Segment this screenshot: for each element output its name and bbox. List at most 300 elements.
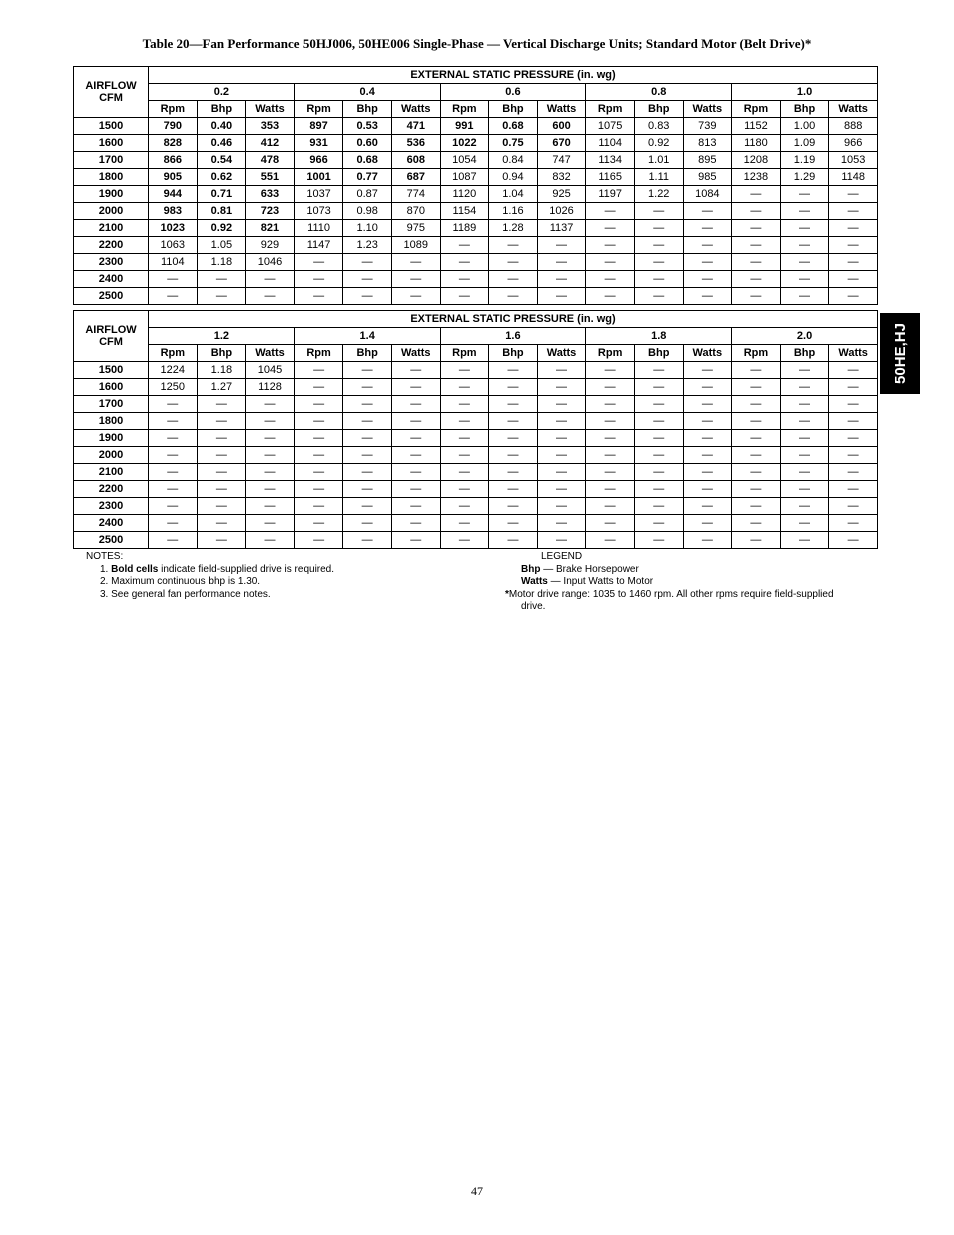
table-cell: 670 xyxy=(537,135,586,152)
table-cell: — xyxy=(586,396,635,413)
table-cell: 1104 xyxy=(149,254,198,271)
cfm-cell: 2400 xyxy=(74,271,149,288)
table-cell: — xyxy=(829,362,878,379)
pressure-header: 0.6 xyxy=(440,84,586,101)
table-cell: — xyxy=(732,271,781,288)
table-cell: — xyxy=(586,464,635,481)
section-tab xyxy=(880,313,920,394)
pressure-header: 1.2 xyxy=(149,328,295,345)
table-cell: — xyxy=(586,203,635,220)
table-cell: — xyxy=(246,515,295,532)
table-cell: — xyxy=(829,413,878,430)
table-cell: 0.81 xyxy=(197,203,246,220)
table-cell: — xyxy=(586,271,635,288)
table-cell: — xyxy=(246,481,295,498)
table-cell: — xyxy=(732,379,781,396)
table-cell: 790 xyxy=(149,118,198,135)
table-cell: — xyxy=(197,532,246,549)
table-cell: — xyxy=(294,515,343,532)
table-cell: — xyxy=(391,413,440,430)
table-cell: — xyxy=(537,362,586,379)
table-cell: 870 xyxy=(391,203,440,220)
table-cell: — xyxy=(634,271,683,288)
table-cell: — xyxy=(246,288,295,305)
table-cell: — xyxy=(537,447,586,464)
table-cell: — xyxy=(489,237,538,254)
subheader-rpm: Rpm xyxy=(586,101,635,118)
subheader-rpm: Rpm xyxy=(586,345,635,362)
table-cell: — xyxy=(391,515,440,532)
table-cell: — xyxy=(537,254,586,271)
table-cell: 1073 xyxy=(294,203,343,220)
table-cell: — xyxy=(440,498,489,515)
pressure-header: 0.8 xyxy=(586,84,732,101)
subheader-rpm: Rpm xyxy=(440,101,489,118)
cfm-cell: 1800 xyxy=(74,413,149,430)
table-cell: — xyxy=(391,481,440,498)
table-row xyxy=(74,186,878,203)
table-cell: — xyxy=(440,271,489,288)
table-cell: 1152 xyxy=(732,118,781,135)
note-text: indicate field-supplied drive is required. xyxy=(158,563,335,575)
table-cell: — xyxy=(343,430,392,447)
table-cell: — xyxy=(440,430,489,447)
table-cell: — xyxy=(246,464,295,481)
table-cell: — xyxy=(489,271,538,288)
table-cell: — xyxy=(829,532,878,549)
table-cell: — xyxy=(586,379,635,396)
table-cell: — xyxy=(634,464,683,481)
table-cell: 1.04 xyxy=(489,186,538,203)
table-cell: — xyxy=(732,362,781,379)
table-cell: 1.23 xyxy=(343,237,392,254)
table-cell: — xyxy=(489,413,538,430)
table-cell: 985 xyxy=(683,169,732,186)
table-cell: — xyxy=(489,447,538,464)
note-bold: Bold cells xyxy=(111,563,159,575)
table-cell: — xyxy=(440,362,489,379)
section-tab-label: 50HE,HJ xyxy=(891,323,909,384)
table-cell: — xyxy=(537,498,586,515)
subheader-watts: Watts xyxy=(683,345,732,362)
table-cell: 600 xyxy=(537,118,586,135)
table-cell: 1045 xyxy=(246,362,295,379)
table-cell: 0.92 xyxy=(197,220,246,237)
table-cell: — xyxy=(780,254,829,271)
table-cell: 1.09 xyxy=(780,135,829,152)
table-cell: — xyxy=(586,288,635,305)
table-body xyxy=(74,118,878,305)
table-cell: 1208 xyxy=(732,152,781,169)
table-cell: — xyxy=(683,481,732,498)
table-cell: — xyxy=(537,515,586,532)
table-cell: — xyxy=(294,379,343,396)
table-cell: — xyxy=(197,447,246,464)
table-cell: — xyxy=(683,430,732,447)
table-cell: 1137 xyxy=(537,220,586,237)
cfm-cell: 1700 xyxy=(74,152,149,169)
table-cell: — xyxy=(780,413,829,430)
table-cell: 1.05 xyxy=(197,237,246,254)
fan-performance-table-1 xyxy=(73,66,878,305)
table-cell: — xyxy=(343,362,392,379)
table-cell: — xyxy=(489,379,538,396)
table-cell: — xyxy=(586,532,635,549)
pressure-header: 1.8 xyxy=(586,328,732,345)
table-cell: — xyxy=(440,532,489,549)
subheader-bhp: Bhp xyxy=(634,345,683,362)
legend-term: Watts xyxy=(521,576,548,587)
table-cell: — xyxy=(197,396,246,413)
table-cell: — xyxy=(246,447,295,464)
table-cell: 821 xyxy=(246,220,295,237)
table-cell: — xyxy=(634,532,683,549)
table-cell: — xyxy=(732,481,781,498)
table-cell: 0.77 xyxy=(343,169,392,186)
table-cell: — xyxy=(537,237,586,254)
table-cell: — xyxy=(683,362,732,379)
table-title: Table 20—Fan Performance 50HJ006, 50HE006 Single-Phase — Vertical Discharge Units; Standard Motor (Belt Drive)* xyxy=(142,36,812,51)
cfm-cell: 2200 xyxy=(74,481,149,498)
table-cell: 1.10 xyxy=(343,220,392,237)
table-cell: — xyxy=(829,498,878,515)
table-cell: — xyxy=(197,271,246,288)
table-row xyxy=(74,498,878,515)
table-cell: 1022 xyxy=(440,135,489,152)
table-cell: — xyxy=(537,379,586,396)
table-cell: — xyxy=(780,379,829,396)
table-cell: — xyxy=(732,220,781,237)
table-cell: 0.94 xyxy=(489,169,538,186)
table-cell: 897 xyxy=(294,118,343,135)
table-cell: 478 xyxy=(246,152,295,169)
table-cell: — xyxy=(829,288,878,305)
cfm-cell: 1700 xyxy=(74,396,149,413)
table-cell: 1.22 xyxy=(634,186,683,203)
airflow-header xyxy=(74,67,149,118)
table-cell: — xyxy=(683,396,732,413)
note-number: 3. xyxy=(100,588,109,600)
table-cell: — xyxy=(197,430,246,447)
table-cell: — xyxy=(294,254,343,271)
table-cell: — xyxy=(683,447,732,464)
table-cell: — xyxy=(683,515,732,532)
table-cell: 1128 xyxy=(246,379,295,396)
cfm-cell: 2100 xyxy=(74,464,149,481)
table-cell: — xyxy=(586,430,635,447)
table-row xyxy=(74,464,878,481)
esp-header: EXTERNAL STATIC PRESSURE (in. wg) xyxy=(149,311,878,328)
table-cell: 0.46 xyxy=(197,135,246,152)
table-cell: — xyxy=(586,481,635,498)
table-cell: 0.68 xyxy=(489,118,538,135)
table-cell: — xyxy=(732,186,781,203)
table-cell: — xyxy=(489,254,538,271)
note-1 xyxy=(86,564,334,577)
airflow-label: AIRFLOW xyxy=(85,324,137,336)
table-row xyxy=(74,362,878,379)
note-2 xyxy=(86,576,334,589)
table-cell: 633 xyxy=(246,186,295,203)
table-cell: — xyxy=(780,464,829,481)
table-cell: — xyxy=(537,271,586,288)
page-number: 47 xyxy=(471,1184,483,1198)
table-cell: — xyxy=(149,396,198,413)
table-cell: 0.87 xyxy=(343,186,392,203)
table-cell: 0.68 xyxy=(343,152,392,169)
table-cell: 1.28 xyxy=(489,220,538,237)
table-cell: 866 xyxy=(149,152,198,169)
table-cell: — xyxy=(732,464,781,481)
cfm-cell: 1500 xyxy=(74,118,149,135)
table-cell: — xyxy=(634,413,683,430)
table-row xyxy=(74,430,878,447)
legend-heading: LEGEND xyxy=(541,551,583,562)
table-cell: — xyxy=(537,413,586,430)
table-cell: — xyxy=(246,396,295,413)
table-cell: — xyxy=(440,413,489,430)
subheader-rpm: Rpm xyxy=(149,345,198,362)
table-row xyxy=(74,237,878,254)
table-cell: — xyxy=(537,532,586,549)
table-cell: 0.83 xyxy=(634,118,683,135)
table-cell: — xyxy=(634,254,683,271)
table-cell: 774 xyxy=(391,186,440,203)
subheader-row xyxy=(74,101,878,118)
legend-block xyxy=(505,551,885,614)
table-cell: 747 xyxy=(537,152,586,169)
table-cell: — xyxy=(537,481,586,498)
table-cell: 1.01 xyxy=(634,152,683,169)
table-cell: — xyxy=(294,481,343,498)
legend-item-watts xyxy=(505,576,885,589)
table-cell: 1165 xyxy=(586,169,635,186)
table-cell: — xyxy=(343,396,392,413)
table-cell: — xyxy=(149,413,198,430)
pressure-header: 1.0 xyxy=(732,84,878,101)
table-cell: 1.18 xyxy=(197,362,246,379)
table-cell: 905 xyxy=(149,169,198,186)
table-cell: — xyxy=(780,515,829,532)
note-3 xyxy=(86,589,334,602)
table-cell: — xyxy=(343,271,392,288)
table-cell: — xyxy=(149,464,198,481)
table-cell: 1046 xyxy=(246,254,295,271)
cfm-cell: 1900 xyxy=(74,186,149,203)
table-cell: — xyxy=(634,203,683,220)
table-cell: — xyxy=(537,396,586,413)
table-cell: — xyxy=(780,288,829,305)
table-cell: 1087 xyxy=(440,169,489,186)
table-cell: — xyxy=(343,413,392,430)
table-cell: 0.53 xyxy=(343,118,392,135)
table-cell: 551 xyxy=(246,169,295,186)
footnote-text: Motor drive range: 1035 to 1460 rpm. All other rpms require field-supplied xyxy=(508,588,834,600)
table-cell: — xyxy=(489,362,538,379)
table-cell: — xyxy=(780,447,829,464)
table-cell: — xyxy=(634,481,683,498)
table-cell: 1084 xyxy=(683,186,732,203)
table-cell: 353 xyxy=(246,118,295,135)
table-row xyxy=(74,254,878,271)
table-cell: — xyxy=(683,498,732,515)
table-cell: — xyxy=(537,430,586,447)
table-cell: — xyxy=(294,413,343,430)
table-cell: 1224 xyxy=(149,362,198,379)
table-cell: 1154 xyxy=(440,203,489,220)
cfm-cell: 1800 xyxy=(74,169,149,186)
table-cell: — xyxy=(586,498,635,515)
table-cell: — xyxy=(197,413,246,430)
table-cell: 975 xyxy=(391,220,440,237)
table-cell: — xyxy=(829,254,878,271)
table-cell: — xyxy=(197,288,246,305)
table-cell: 608 xyxy=(391,152,440,169)
footnote-cont: drive. xyxy=(521,601,546,612)
table-cell: — xyxy=(294,447,343,464)
table-cell: — xyxy=(780,532,829,549)
table-cell: — xyxy=(829,379,878,396)
table-cell: 0.92 xyxy=(634,135,683,152)
table-cell: — xyxy=(440,396,489,413)
table-cell: 1.18 xyxy=(197,254,246,271)
table-cell: 0.75 xyxy=(489,135,538,152)
table-cell: 471 xyxy=(391,118,440,135)
cfm-cell: 2500 xyxy=(74,532,149,549)
subheader-bhp: Bhp xyxy=(489,345,538,362)
table-cell: — xyxy=(343,254,392,271)
table-cell: — xyxy=(780,362,829,379)
table-cell: — xyxy=(294,532,343,549)
table-cell: — xyxy=(780,271,829,288)
table-cell: — xyxy=(440,481,489,498)
table-cell: — xyxy=(683,464,732,481)
table-cell: — xyxy=(732,288,781,305)
table-cell: — xyxy=(440,237,489,254)
table-cell: — xyxy=(683,288,732,305)
cfm-cell: 2000 xyxy=(74,203,149,220)
footnote xyxy=(505,589,885,602)
table-cell: — xyxy=(634,362,683,379)
airflow-label: AIRFLOW xyxy=(85,80,137,92)
pressure-header: 1.6 xyxy=(440,328,586,345)
table-cell: — xyxy=(149,271,198,288)
esp-header: EXTERNAL STATIC PRESSURE (in. wg) xyxy=(149,67,878,84)
table-cell: — xyxy=(634,447,683,464)
table-cell: 944 xyxy=(149,186,198,203)
table-cell: — xyxy=(780,498,829,515)
table-cell: 1104 xyxy=(586,135,635,152)
table-cell: 0.98 xyxy=(343,203,392,220)
subheader-rpm: Rpm xyxy=(732,101,781,118)
table-cell: — xyxy=(440,464,489,481)
table-cell: — xyxy=(343,532,392,549)
table-cell: — xyxy=(391,498,440,515)
table-cell: — xyxy=(294,271,343,288)
table-cell: 929 xyxy=(246,237,295,254)
table-cell: — xyxy=(343,464,392,481)
subheader-rpm: Rpm xyxy=(732,345,781,362)
table-cell: — xyxy=(149,481,198,498)
table-cell: — xyxy=(586,447,635,464)
subheader-bhp: Bhp xyxy=(343,101,392,118)
table-cell: — xyxy=(586,413,635,430)
table-cell: 1001 xyxy=(294,169,343,186)
subheader-watts: Watts xyxy=(829,345,878,362)
table-cell: 991 xyxy=(440,118,489,135)
table-cell: — xyxy=(391,254,440,271)
table-cell: — xyxy=(294,288,343,305)
table-cell: — xyxy=(732,237,781,254)
table-row xyxy=(74,396,878,413)
table-cell: — xyxy=(634,515,683,532)
table-cell: — xyxy=(246,532,295,549)
table-cell: — xyxy=(343,288,392,305)
pressure-header: 2.0 xyxy=(732,328,878,345)
table-cell: — xyxy=(391,532,440,549)
subheader-bhp: Bhp xyxy=(634,101,683,118)
subheader-watts: Watts xyxy=(537,345,586,362)
table-cell: — xyxy=(246,498,295,515)
table-cell: — xyxy=(829,515,878,532)
table-cell: — xyxy=(634,220,683,237)
note-number: 2. xyxy=(100,576,109,587)
cfm-cell: 1900 xyxy=(74,430,149,447)
subheader-rpm: Rpm xyxy=(149,101,198,118)
table-row xyxy=(74,413,878,430)
table-cell: 0.40 xyxy=(197,118,246,135)
table-cell: 1037 xyxy=(294,186,343,203)
table-cell: 1.27 xyxy=(197,379,246,396)
table-cell: 723 xyxy=(246,203,295,220)
table-cell: 1238 xyxy=(732,169,781,186)
table-cell: — xyxy=(732,532,781,549)
table-cell: — xyxy=(294,362,343,379)
table-cell: — xyxy=(149,288,198,305)
cfm-cell: 2300 xyxy=(74,498,149,515)
table-cell: — xyxy=(343,481,392,498)
table-cell: — xyxy=(732,203,781,220)
table-cell: — xyxy=(246,430,295,447)
table-cell: — xyxy=(197,498,246,515)
table-cell: — xyxy=(149,447,198,464)
table-cell: — xyxy=(634,498,683,515)
table-cell: 828 xyxy=(149,135,198,152)
table-cell: — xyxy=(829,430,878,447)
table-cell: 1063 xyxy=(149,237,198,254)
table-cell: 412 xyxy=(246,135,295,152)
table-row xyxy=(74,220,878,237)
table-cell: 1075 xyxy=(586,118,635,135)
table-cell: — xyxy=(780,203,829,220)
legend-text: — Input Watts to Motor xyxy=(547,576,654,587)
table-cell: — xyxy=(294,464,343,481)
table-cell: — xyxy=(343,515,392,532)
table-cell: 739 xyxy=(683,118,732,135)
notes-heading: NOTES: xyxy=(86,551,124,562)
subheader-watts: Watts xyxy=(537,101,586,118)
table-cell: — xyxy=(829,220,878,237)
subheader-bhp: Bhp xyxy=(343,345,392,362)
table-cell: — xyxy=(683,413,732,430)
table-cell: 1.19 xyxy=(780,152,829,169)
table-cell: — xyxy=(586,237,635,254)
table-cell: 1189 xyxy=(440,220,489,237)
table-cell: — xyxy=(586,254,635,271)
table-cell: — xyxy=(391,271,440,288)
table-cell: — xyxy=(537,464,586,481)
table-cell: — xyxy=(343,447,392,464)
